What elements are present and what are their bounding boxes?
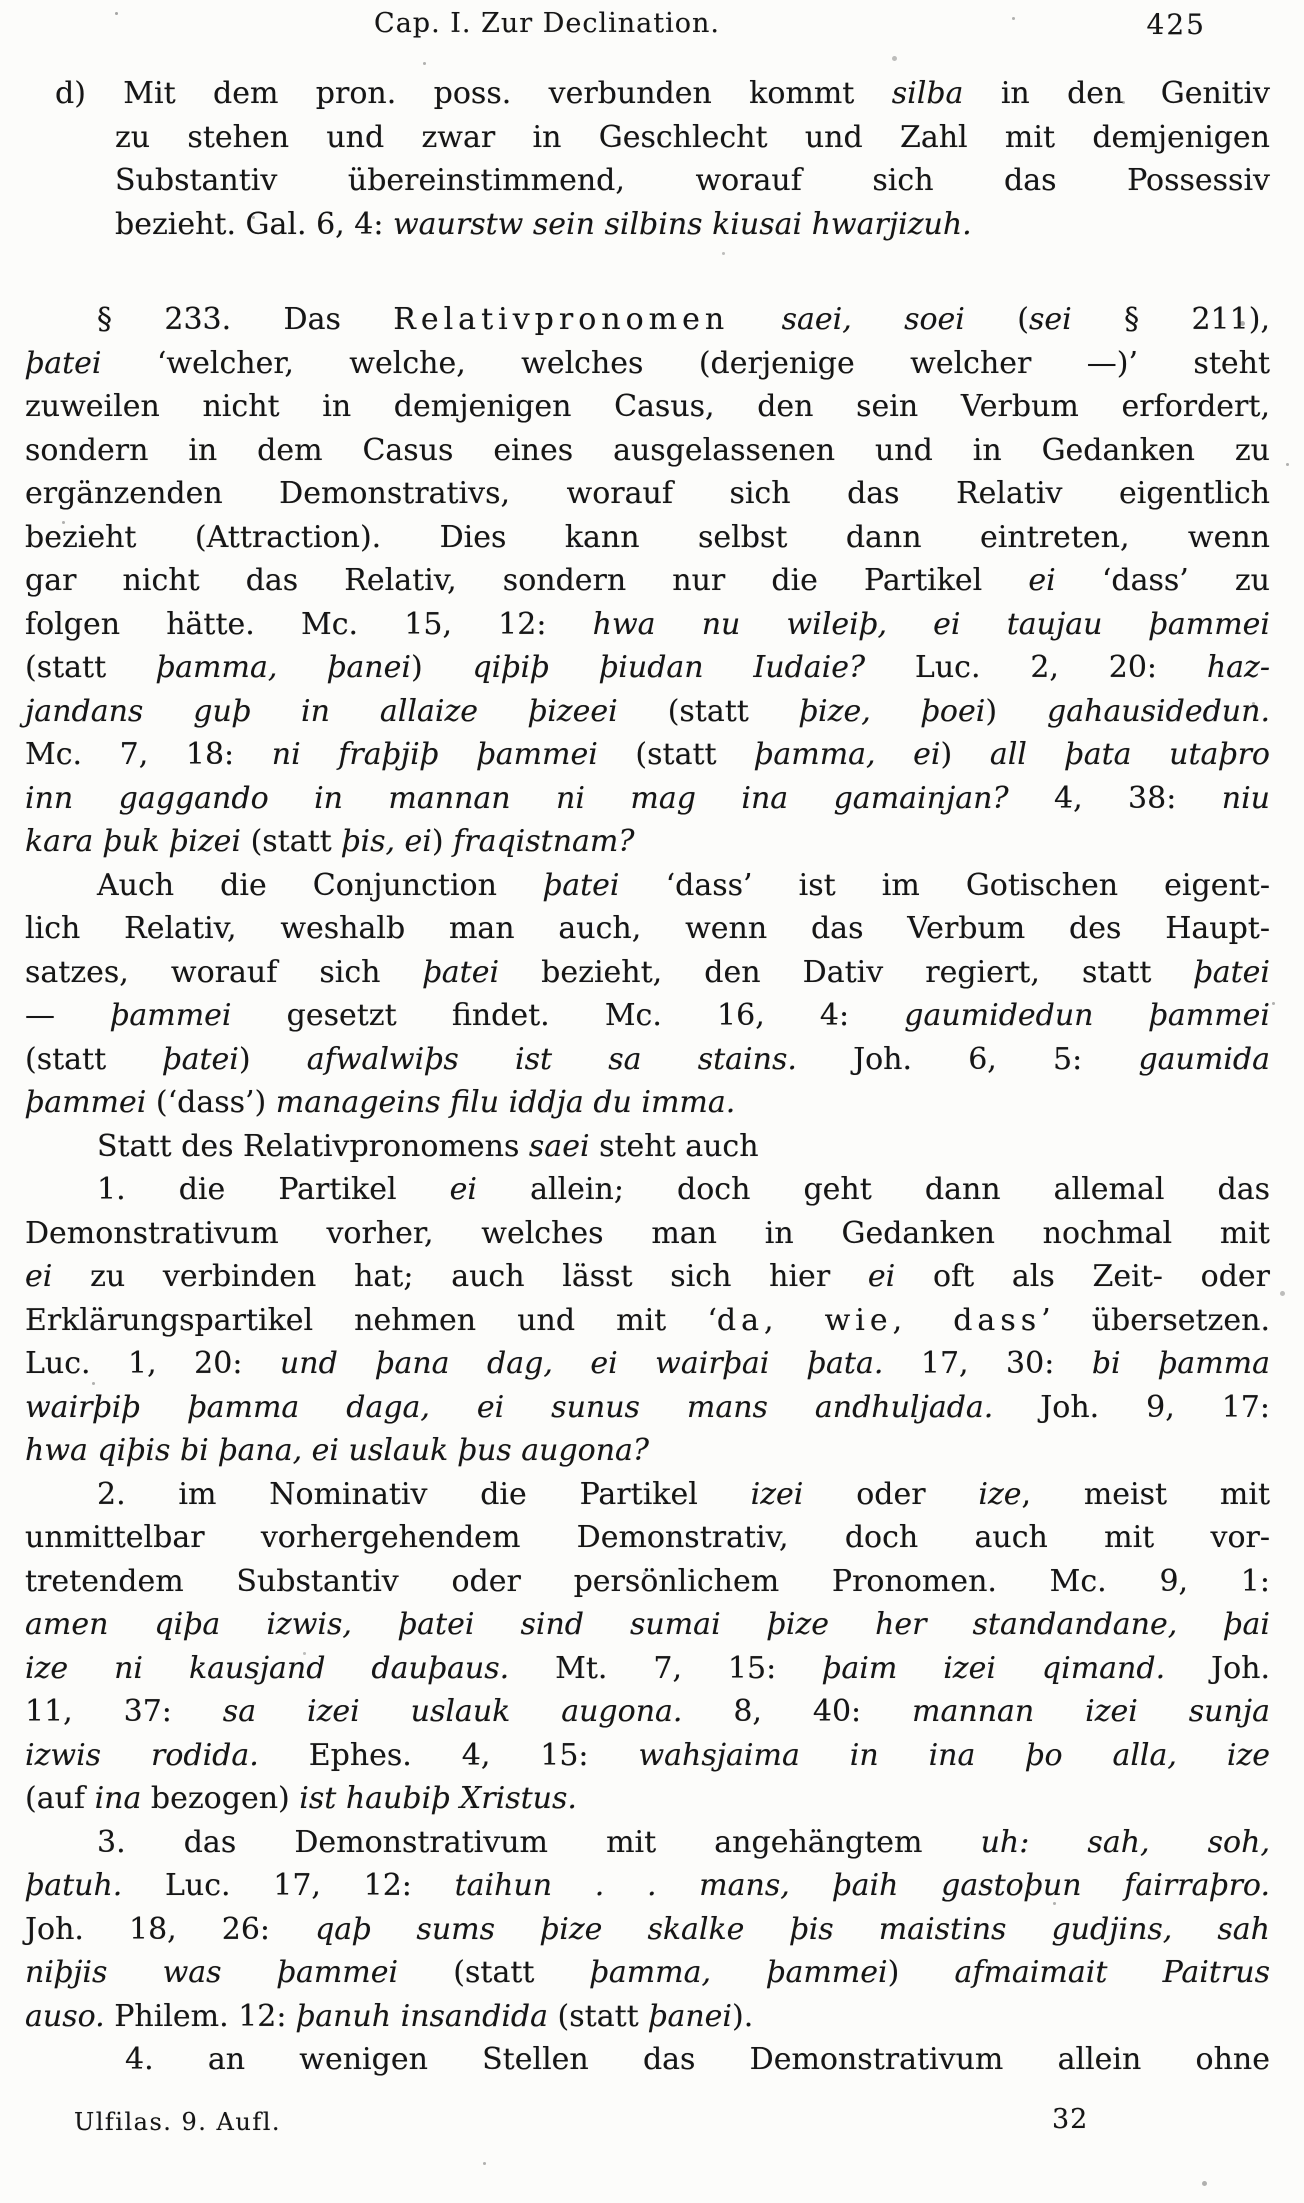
text-line bbox=[25, 116, 1270, 160]
body-text: ) bbox=[238, 1041, 307, 1077]
text-line bbox=[25, 72, 1270, 116]
body-text: 2. im Nominativ die Partikel bbox=[97, 1476, 751, 1512]
text-line bbox=[25, 1516, 1270, 1560]
footer-sheet-number: 32 bbox=[1052, 2104, 1089, 2135]
gothic-citation: þatei bbox=[543, 867, 620, 903]
gothic-citation: ei bbox=[25, 1259, 53, 1294]
text-line bbox=[25, 1603, 1270, 1647]
body-text: Demonstrativum vorher, welches man in Gedanken nochmal mit bbox=[25, 1215, 1270, 1251]
text-line bbox=[25, 1560, 1270, 1604]
page-header bbox=[0, 8, 1304, 48]
body-text: (statt bbox=[241, 824, 342, 859]
gothic-citation: sa izei uslauk augona. bbox=[222, 1694, 683, 1729]
body-text: 4. an wenigen Stellen das Demonstrativum allein ohne bbox=[125, 2042, 1270, 2077]
body-text: ( bbox=[964, 302, 1029, 337]
gothic-citation: hwa qiþis bi þana, ei uslauk þus augona? bbox=[25, 1433, 649, 1468]
body-text: ). bbox=[732, 1998, 754, 2034]
gothic-citation: þatei bbox=[25, 345, 102, 381]
body-text: 4, 38: bbox=[1008, 780, 1222, 816]
text-line bbox=[25, 733, 1270, 777]
body-text: oder bbox=[803, 1476, 979, 1512]
gothic-citation: þatei bbox=[1193, 954, 1270, 990]
text-line bbox=[25, 1690, 1270, 1734]
gothic-citation: afmaimait Paitrus bbox=[954, 1955, 1271, 1990]
gothic-citation: ni fraþjiþ þammei bbox=[271, 737, 598, 772]
gothic-citation: jandans guþ in allaize þizeei bbox=[25, 693, 618, 729]
body-text: bezogen) bbox=[141, 1781, 300, 1816]
body-text: (statt bbox=[617, 693, 799, 729]
gothic-citation: þammei bbox=[110, 998, 232, 1033]
gothic-citation: afwalwiþs ist sa stains. bbox=[306, 1041, 797, 1077]
body-text: (statt bbox=[25, 650, 156, 685]
running-head-chapter-title: Cap. I. Zur Declination. bbox=[374, 8, 720, 39]
body-text: ‘welcher, welche, welches (derjenige welcher —)’ steht bbox=[101, 345, 1270, 381]
text-line bbox=[25, 159, 1270, 203]
gothic-citation: wairþiþ þamma daga, ei sunus mans andhuljada. bbox=[25, 1389, 994, 1425]
text-line bbox=[25, 1908, 1270, 1952]
body-text bbox=[729, 302, 781, 337]
body-text: d) Mit dem pron. poss. verbunden kommt bbox=[55, 76, 892, 111]
gothic-citation: mannan izei sunja bbox=[912, 1694, 1270, 1729]
gothic-citation: þatei bbox=[162, 1041, 239, 1077]
body-text: (auf bbox=[25, 1781, 95, 1816]
gothic-citation: ize bbox=[978, 1476, 1022, 1512]
body-text: lich Relativ, weshalb man auch, wenn das Verbum des Haupt- bbox=[25, 911, 1270, 946]
text-line bbox=[25, 1777, 1270, 1821]
body-text: ) bbox=[985, 693, 1048, 729]
gothic-citation: und þana dag, ei wairþai þata. bbox=[279, 1346, 884, 1381]
text-line bbox=[25, 1951, 1270, 1995]
gothic-citation: þamma, þanei bbox=[155, 650, 411, 685]
gothic-citation: amen qiþa izwis, þatei sind sumai þize her standandane, þai bbox=[25, 1607, 1270, 1642]
footer-signature: Ulfilas. 9. Aufl. bbox=[74, 2108, 282, 2136]
scan-noise bbox=[0, 0, 3, 3]
gothic-citation: gaumida bbox=[1138, 1041, 1270, 1077]
text-line bbox=[25, 559, 1270, 603]
gothic-citation: inn gaggando in mannan ni mag ina gamainjan? bbox=[25, 780, 1009, 816]
body-text: ergänzenden Demonstrativs, worauf sich das Relativ eigentlich bbox=[25, 476, 1270, 511]
body-text: ) bbox=[410, 650, 473, 685]
text-line bbox=[25, 1429, 1270, 1473]
body-text: (statt bbox=[25, 1041, 163, 1077]
text-line bbox=[25, 951, 1270, 995]
gothic-citation: manageins filu iddja du imma. bbox=[275, 1085, 736, 1120]
text-line bbox=[25, 298, 1270, 342]
gothic-citation: izwis rodida. bbox=[25, 1737, 259, 1773]
gothic-citation: silba bbox=[891, 76, 964, 111]
text-line bbox=[25, 1168, 1270, 1212]
gothic-citation: niu bbox=[1221, 780, 1271, 816]
body-text: satzes, worauf sich bbox=[25, 954, 423, 990]
body-text: ) bbox=[940, 737, 990, 772]
body-text: ‘dass’ zu bbox=[1055, 563, 1271, 598]
body-text: Joh. 18, 26: bbox=[25, 1911, 316, 1947]
body-text: Joh. 6, 5: bbox=[796, 1041, 1139, 1077]
text-line bbox=[25, 1473, 1270, 1517]
text-line bbox=[25, 1342, 1270, 1386]
body-text: folgen hätte. Mc. 15, 12: bbox=[25, 606, 593, 642]
text-line bbox=[25, 203, 1270, 247]
spaced-emphasis-text: Relativpronomen bbox=[393, 302, 730, 337]
body-text: 3. das Demonstrativum mit angehängtem bbox=[97, 1824, 981, 1860]
gothic-citation: all þata utaþro bbox=[989, 737, 1270, 772]
gothic-citation: þatei bbox=[422, 954, 500, 990]
body-text: Auch die Conjunction bbox=[97, 867, 543, 903]
body-text: Joh. 9, 17: bbox=[993, 1389, 1270, 1425]
page-body bbox=[0, 72, 1304, 2082]
text-line bbox=[25, 1038, 1270, 1082]
body-text: Luc. 1, 20: bbox=[25, 1346, 280, 1381]
body-text bbox=[1029, 1825, 1087, 1860]
body-text: 1. die Partikel bbox=[97, 1172, 450, 1207]
gothic-citation: ei bbox=[1028, 563, 1056, 598]
body-text: oft als Zeit- oder bbox=[895, 1259, 1270, 1294]
body-text: Erklärungspartikel nehmen und mit ‘ bbox=[25, 1302, 717, 1338]
body-text: ‘dass’ ist im Gotischen eigent- bbox=[619, 867, 1270, 903]
text-line bbox=[25, 2038, 1270, 2082]
body-text: Philem. 12: bbox=[104, 1998, 297, 2034]
gothic-citation: þaim izei qimand. bbox=[822, 1650, 1166, 1686]
body-text: Joh. bbox=[1165, 1650, 1270, 1686]
gothic-citation: wahsjaima in ina þo alla, ize bbox=[638, 1737, 1271, 1773]
text-line bbox=[25, 1255, 1270, 1299]
text-line bbox=[25, 1821, 1270, 1865]
gothic-citation: gaumidedun þammei bbox=[904, 998, 1270, 1033]
gothic-citation: sei bbox=[1028, 302, 1072, 337]
gothic-citation: þanei bbox=[648, 1998, 733, 2034]
text-line bbox=[25, 777, 1270, 821]
body-text: in den Genitiv bbox=[963, 76, 1270, 111]
gothic-citation: izei bbox=[750, 1476, 804, 1512]
text-line bbox=[25, 1299, 1270, 1343]
text-line bbox=[25, 1864, 1270, 1908]
gothic-citation: qiþiþ þiudan Iudaie? bbox=[472, 650, 866, 685]
text-line bbox=[25, 820, 1270, 864]
body-text: Substantiv übereinstimmend, worauf sich das Possessiv bbox=[115, 163, 1270, 198]
body-text: gar nicht das Relativ, sondern nur die Partikel bbox=[25, 563, 1029, 598]
gothic-citation: qaþ sums þize skalke þis maistins gudjins, sah bbox=[315, 1911, 1270, 1947]
gothic-citation: sah, soh, bbox=[1087, 1824, 1270, 1860]
body-text: ) bbox=[887, 1955, 955, 1990]
gothic-citation: þatuh. bbox=[25, 1868, 123, 1903]
gothic-citation: bi þamma bbox=[1091, 1346, 1270, 1381]
body-text: Luc. 2, 20: bbox=[865, 650, 1207, 685]
gothic-citation: ize ni kausjand dauþaus. bbox=[25, 1650, 510, 1686]
body-text: sondern in dem Casus eines ausgelassenen und in Gedanken zu bbox=[25, 432, 1270, 468]
gothic-citation: fraqistnam? bbox=[453, 824, 635, 859]
body-text: (‘dass’) bbox=[146, 1085, 276, 1120]
page-number: 425 bbox=[1146, 8, 1206, 41]
body-text: § 211), bbox=[1071, 302, 1270, 337]
gothic-citation: taihun . . mans, þaih gastoþun fairraþro. bbox=[454, 1868, 1270, 1903]
body-text: Statt des Relativpronomens bbox=[97, 1128, 529, 1164]
text-line bbox=[25, 603, 1270, 647]
gothic-citation: saei bbox=[528, 1128, 590, 1164]
text-line bbox=[25, 907, 1270, 951]
body-text: § 233. Das bbox=[97, 302, 394, 337]
body-text: unmittelbar vorhergehendem Demonstrativ, doch auch mit vor- bbox=[25, 1520, 1270, 1555]
body-text: 11, 37: bbox=[25, 1694, 223, 1729]
text-line bbox=[25, 1212, 1270, 1256]
gothic-citation: saei, soei bbox=[781, 302, 965, 337]
body-text: allein; doch geht dann allemal das bbox=[477, 1172, 1270, 1207]
text-line bbox=[25, 472, 1270, 516]
gothic-citation: þamma, ei bbox=[754, 737, 941, 772]
gothic-citation: þis, ei bbox=[341, 824, 432, 859]
body-text: , meist mit bbox=[1021, 1476, 1270, 1512]
gothic-citation: ei bbox=[449, 1172, 477, 1207]
gothic-citation: þammei bbox=[25, 1085, 147, 1120]
gothic-citation: þanuh insandida bbox=[296, 1998, 549, 2034]
body-text: Luc. 17, 12: bbox=[122, 1868, 455, 1903]
text-line bbox=[25, 1081, 1270, 1125]
body-text: Ephes. 4, 15: bbox=[258, 1737, 639, 1773]
body-text: — bbox=[25, 998, 111, 1033]
body-text: ) bbox=[431, 824, 454, 859]
text-line bbox=[25, 516, 1270, 560]
body-text: steht auch bbox=[589, 1128, 759, 1164]
body-text: bezieht, den Dativ regiert, statt bbox=[499, 954, 1194, 990]
gothic-citation: ist haubiþ Xristus. bbox=[299, 1781, 577, 1816]
text-line bbox=[25, 429, 1270, 473]
body-text: 8, 40: bbox=[682, 1694, 913, 1729]
text-line bbox=[25, 646, 1270, 690]
gothic-citation: hwa nu wileiþ, ei taujau þammei bbox=[592, 606, 1270, 642]
body-text: (statt bbox=[548, 1998, 649, 2034]
gothic-citation: ei bbox=[867, 1259, 896, 1294]
gothic-citation: gahausidedun. bbox=[1047, 693, 1270, 729]
body-text: 17, 30: bbox=[883, 1346, 1092, 1381]
gothic-citation: uh: bbox=[980, 1824, 1030, 1860]
text-line bbox=[25, 385, 1270, 429]
gothic-citation: waurstw sein silbins kiusai hwarjizuh. bbox=[392, 206, 972, 242]
spaced-emphasis-text: da, wie, dass bbox=[716, 1302, 1042, 1338]
body-text: tretendem Substantiv oder persönlichem Pronomen. Mc. 9, 1: bbox=[25, 1563, 1270, 1599]
text-line bbox=[25, 1647, 1270, 1691]
body-text: Mc. 7, 18: bbox=[25, 737, 272, 772]
gothic-citation: ina bbox=[94, 1781, 142, 1816]
body-text: zu verbinden hat; auch lässt sich hier bbox=[52, 1259, 868, 1294]
gothic-citation: haz- bbox=[1206, 650, 1270, 685]
text-line bbox=[25, 1125, 1270, 1169]
text-line bbox=[25, 1734, 1270, 1778]
text-line bbox=[25, 994, 1270, 1038]
body-text: bezieht. Gal. 6, 4: bbox=[115, 206, 393, 242]
body-text: gesetzt findet. Mc. 16, 4: bbox=[231, 998, 905, 1033]
gothic-citation: kara þuk þizei bbox=[25, 824, 242, 859]
gothic-citation: auso. bbox=[25, 1998, 105, 2034]
text-line bbox=[25, 864, 1270, 908]
gothic-citation: þamma, þammei bbox=[589, 1955, 888, 1990]
text-line bbox=[25, 1386, 1270, 1430]
text-line bbox=[25, 690, 1270, 734]
body-text: (statt bbox=[398, 1955, 590, 1990]
body-text: zuweilen nicht in demjenigen Casus, den sein Verbum erfordert, bbox=[25, 389, 1270, 424]
body-text: bezieht (Attraction). Dies kann selbst dann eintreten, wenn bbox=[25, 519, 1270, 555]
body-text: (statt bbox=[597, 737, 755, 772]
text-line bbox=[25, 1995, 1270, 2039]
body-text: zu stehen und zwar in Geschlecht und Zahl mit demjenigen bbox=[115, 119, 1270, 155]
gothic-citation: niþjis was þammei bbox=[25, 1955, 399, 1990]
text-line bbox=[25, 342, 1270, 386]
gothic-citation: þize, þoei bbox=[798, 693, 986, 729]
body-text: ’ übersetzen. bbox=[1041, 1302, 1270, 1338]
body-text: Mt. 7, 15: bbox=[509, 1650, 823, 1686]
